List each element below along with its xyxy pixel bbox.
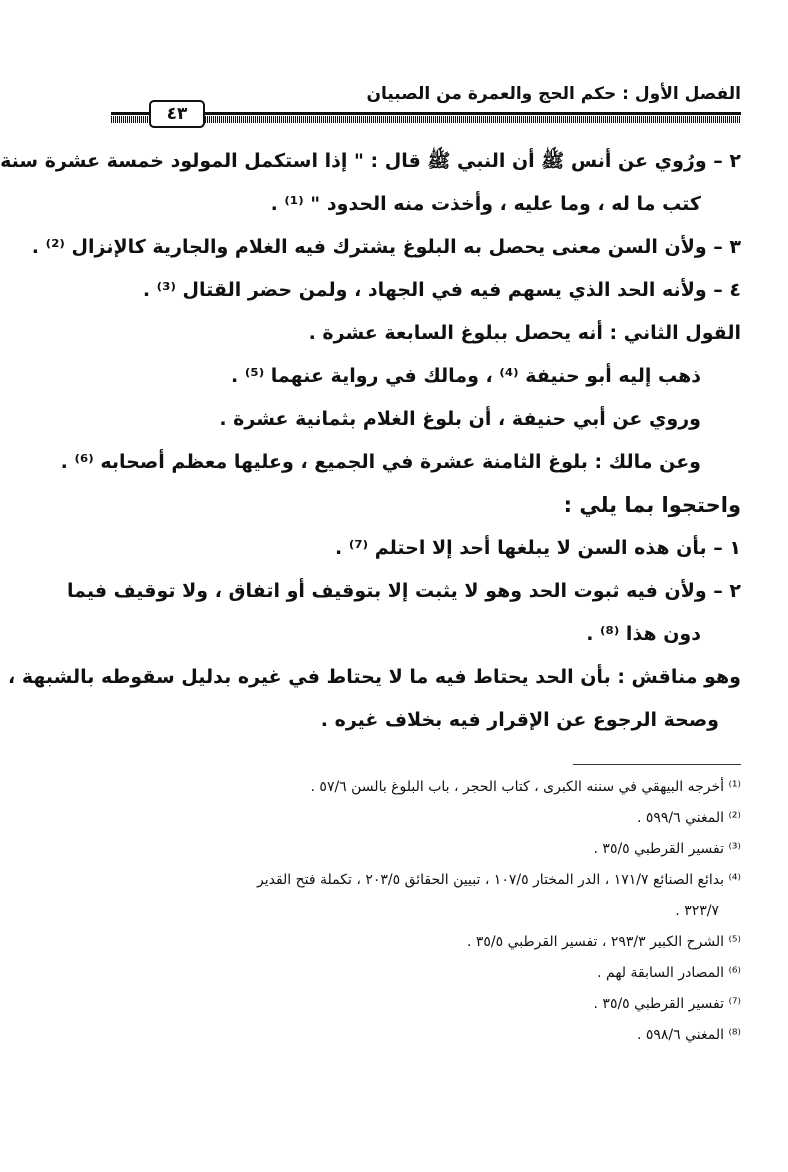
- footnote: ⁽¹⁾ أخرجه البيهقي في سننه الكبرى ، كتاب الحجر ، باب البلوغ بالسن ٥٧/٦ .: [310, 779, 741, 795]
- text-line: دون هذا ⁽⁸⁾ .: [586, 623, 701, 645]
- text-line: ١ – بأن هذه السن لا يبلغها أحد إلا احتلم ⁽⁷⁾ .: [335, 537, 741, 559]
- text-line: القول الثاني : أنه يحصل ببلوغ السابعة عشرة .: [308, 322, 741, 344]
- footnote: ⁽⁶⁾ المصادر السابقة لهم .: [597, 965, 741, 981]
- chapter-title: الفصل الأول : حكم الحج والعمرة من الصبيان: [366, 84, 741, 104]
- footnote: ⁽⁸⁾ المغني ٥٩٨/٦ .: [636, 1027, 741, 1043]
- main-text: [0, 140, 741, 742]
- text-line: وهو مناقش : بأن الحد يحتاط فيه ما لا يحتاط في غيره بدليل سقوطه بالشبهة ،: [8, 666, 741, 688]
- page-number: ٤٣: [149, 100, 205, 128]
- footnote: ⁽²⁾ المغني ٥٩٩/٦ .: [636, 810, 741, 826]
- page-header: [111, 82, 741, 126]
- text-line: ٢ – ولأن فيه ثبوت الحد وهو لا يثبت إلا بتوقيف أو اتفاق ، ولا توقيف فيما: [66, 580, 741, 602]
- section-heading: واحتجوا بما يلي :: [563, 493, 741, 517]
- text-line: ٢ – ورُوي عن أنس ﷺ أن النبي ﷺ قال : " إذا استكمل المولود خمسة عشرة سنة: [0, 150, 741, 172]
- footnotes: [111, 772, 741, 1051]
- footnote: ⁽⁷⁾ تفسير القرطبي ٣٥/٥ .: [593, 996, 741, 1012]
- text-line: وعن مالك : بلوغ الثامنة عشرة في الجميع ، وعليها معظم أصحابه ⁽⁶⁾ .: [60, 451, 701, 473]
- text-line: كتب ما له ، وما عليه ، وأخذت منه الحدود " ⁽¹⁾ .: [270, 193, 701, 215]
- text-line: ذهب إليه أبو حنيفة ⁽⁴⁾ ، ومالك في رواية عنهما ⁽⁵⁾ .: [231, 365, 701, 387]
- header-rule: [111, 112, 741, 115]
- text-line: ٤ – ولأنه الحد الذي يسهم فيه في الجهاد ، ولمن حضر القتال ⁽³⁾ .: [142, 279, 741, 301]
- text-line: ٣ – ولأن السن معنى يحصل به البلوغ يشترك فيه الغلام والجارية كالإنزال ⁽²⁾ .: [31, 236, 741, 258]
- footnote-separator: [573, 764, 741, 765]
- header-hatch-rule: [111, 116, 741, 123]
- footnote: ⁽⁴⁾ بدائع الصنائع ١٧١/٧ ، الدر المختار ١٠٧/٥ ، تبيين الحقائق ٢٠٣/٥ ، تكملة فتح القدير: [256, 872, 741, 888]
- footnote: ⁽³⁾ تفسير القرطبي ٣٥/٥ .: [593, 841, 741, 857]
- footnote: ⁽⁵⁾ الشرح الكبير ٢٩٣/٣ ، تفسير القرطبي ٣٥/٥ .: [466, 934, 741, 950]
- text-line: وصحة الرجوع عن الإقرار فيه بخلاف غيره .: [320, 709, 719, 731]
- footnote-continuation: ٣٢٣/٧ .: [675, 903, 719, 919]
- text-line: وروي عن أبي حنيفة ، أن بلوغ الغلام بثمانية عشرة .: [219, 408, 701, 430]
